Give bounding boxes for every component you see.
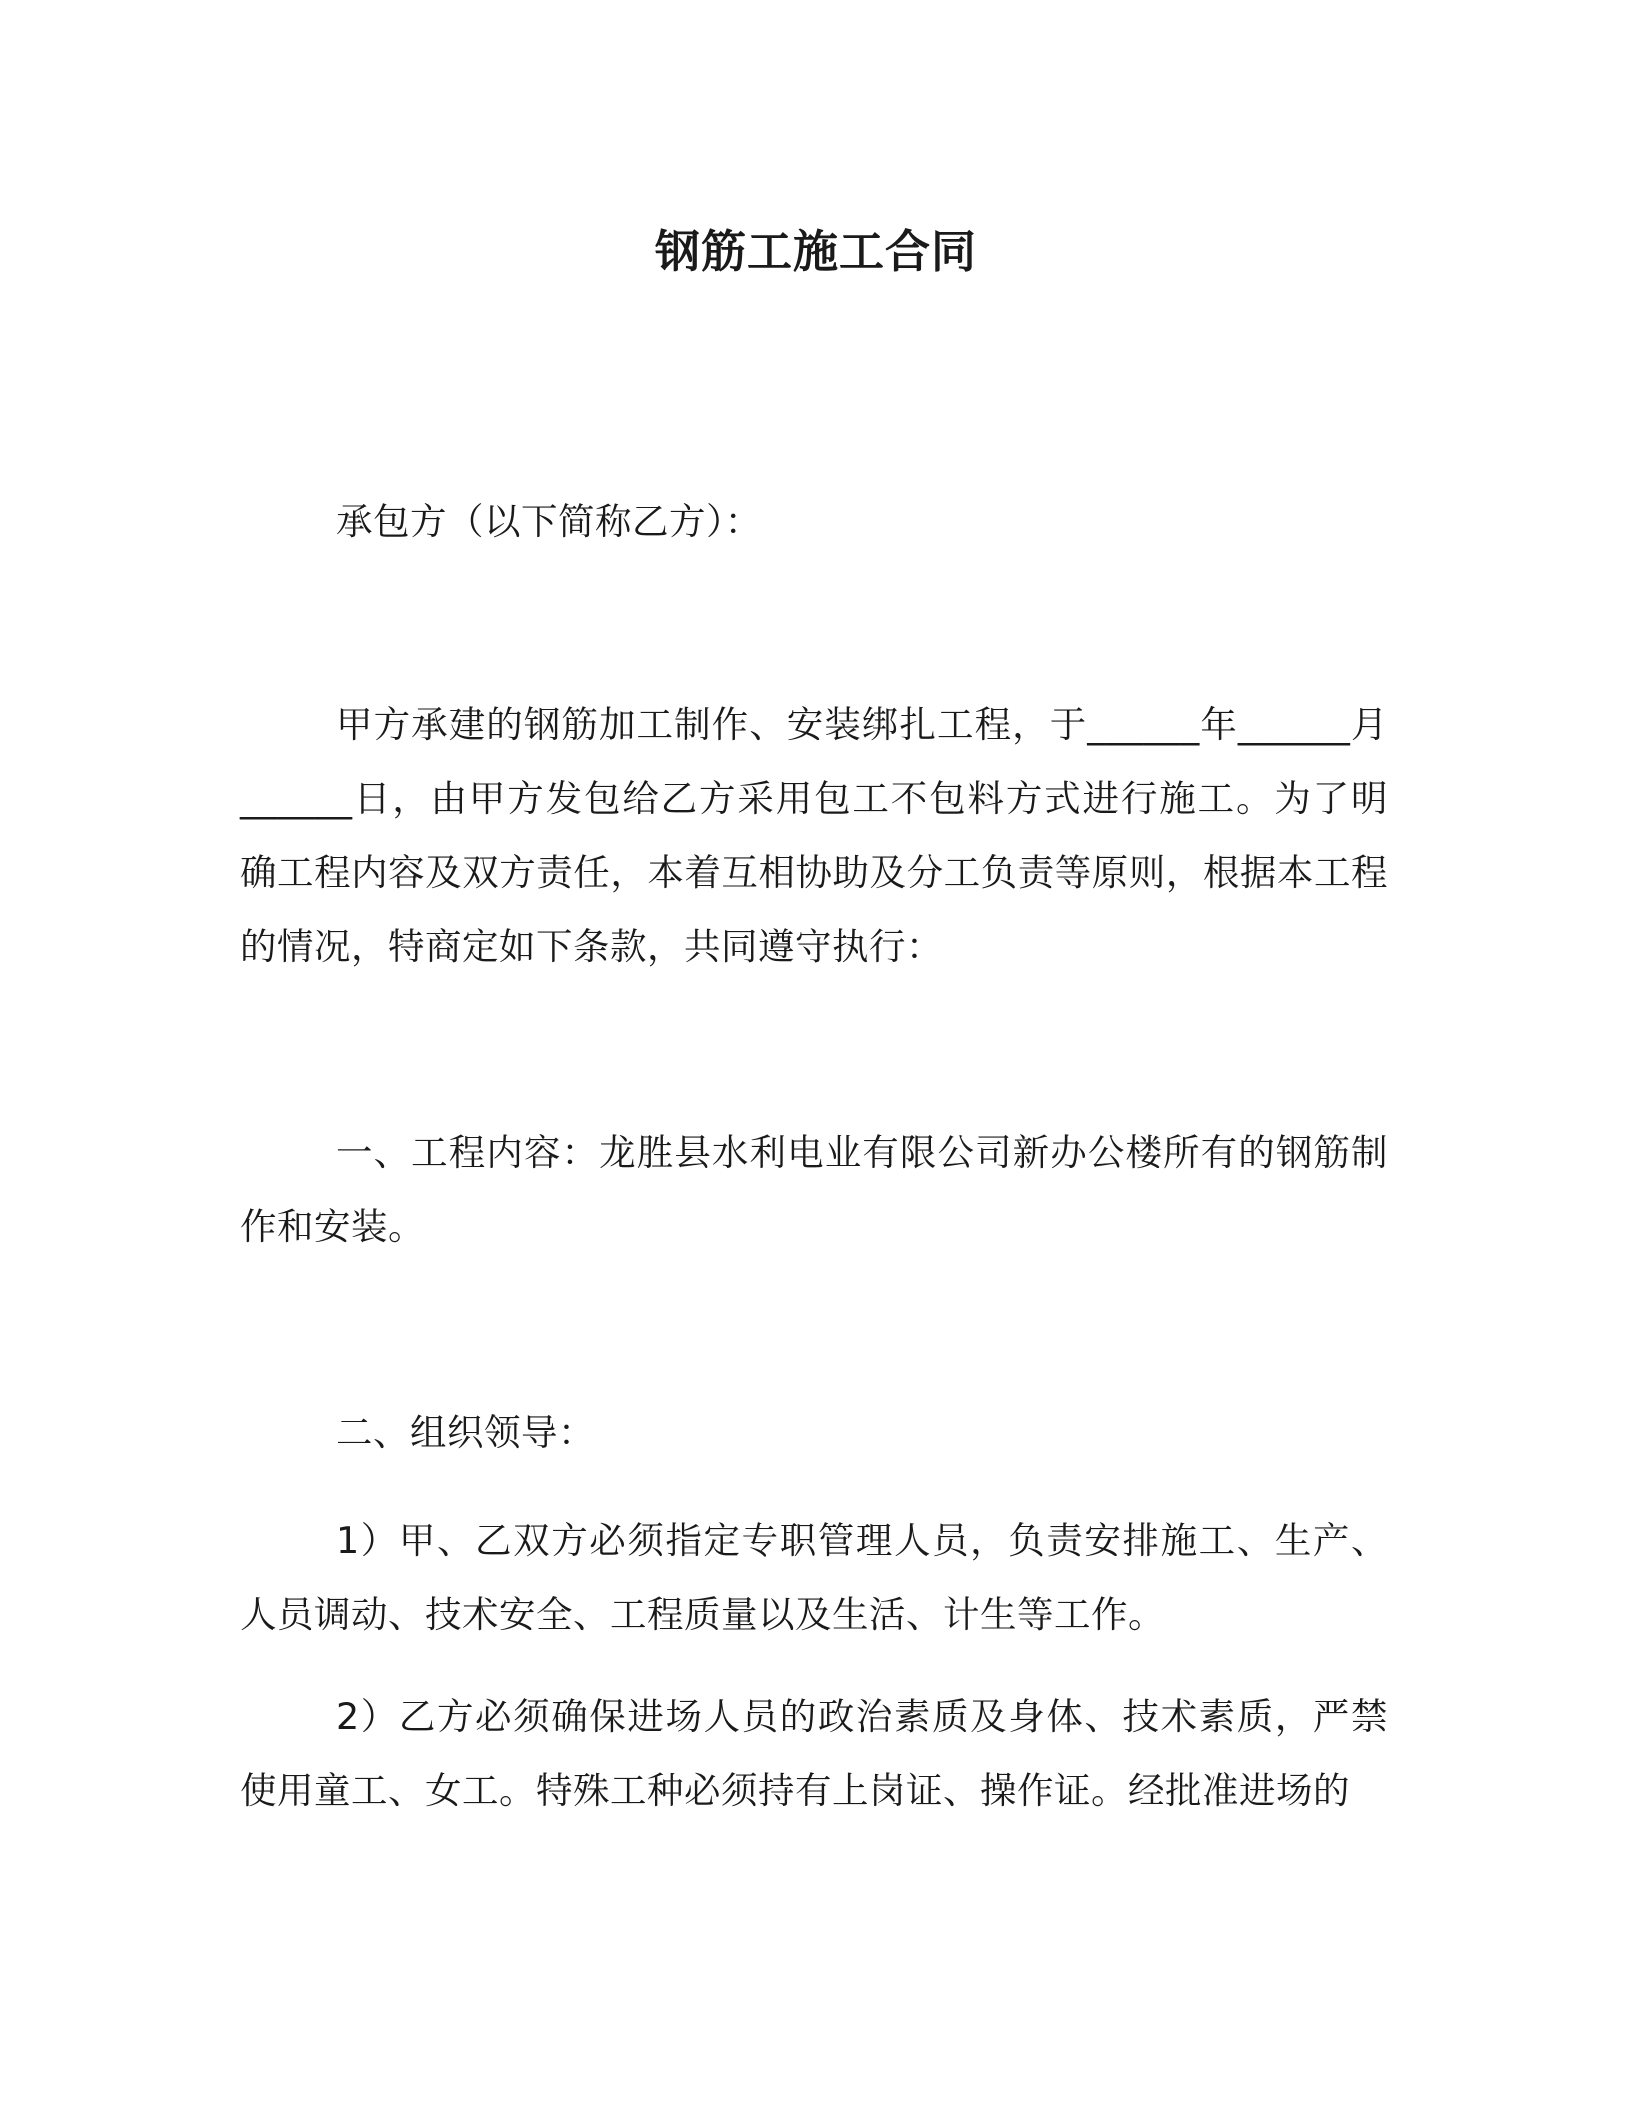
section-2-item-1: 1）甲、乙双方必须指定专职管理人员，负责安排施工、生产、人员调动、技术安全、工程质量以及生活、计生等工作。 [240,1519,1388,1636]
section-2-heading: 二、组织领导： [336,1411,595,1454]
section-2-item-2: 2）乙方必须确保进场人员的政治素质及身体、技术素质，严禁使用童工、女工。特殊工种必须持有上岗证、操作证。经批准进场的 [240,1695,1388,1812]
section-1-project-content: 一、工程内容：龙胜县水利电业有限公司新办公楼所有的钢筋制作和安装。 [240,1131,1388,1248]
intro-paragraph: 甲方承建的钢筋加工制作、安装绑扎工程，于______年______月______日，由甲方发包给乙方采用包工不包料方式进行施工。为了明确工程内容及双方责任，本着互相协助及分工负责等原则，根据本工程的情况，特商定如下条款，共同遵守执行： [240,703,1388,968]
document-title: 钢筋工施工合同 [654,225,977,278]
contractor-party-line: 承包方（以下简称乙方）： [336,500,762,543]
